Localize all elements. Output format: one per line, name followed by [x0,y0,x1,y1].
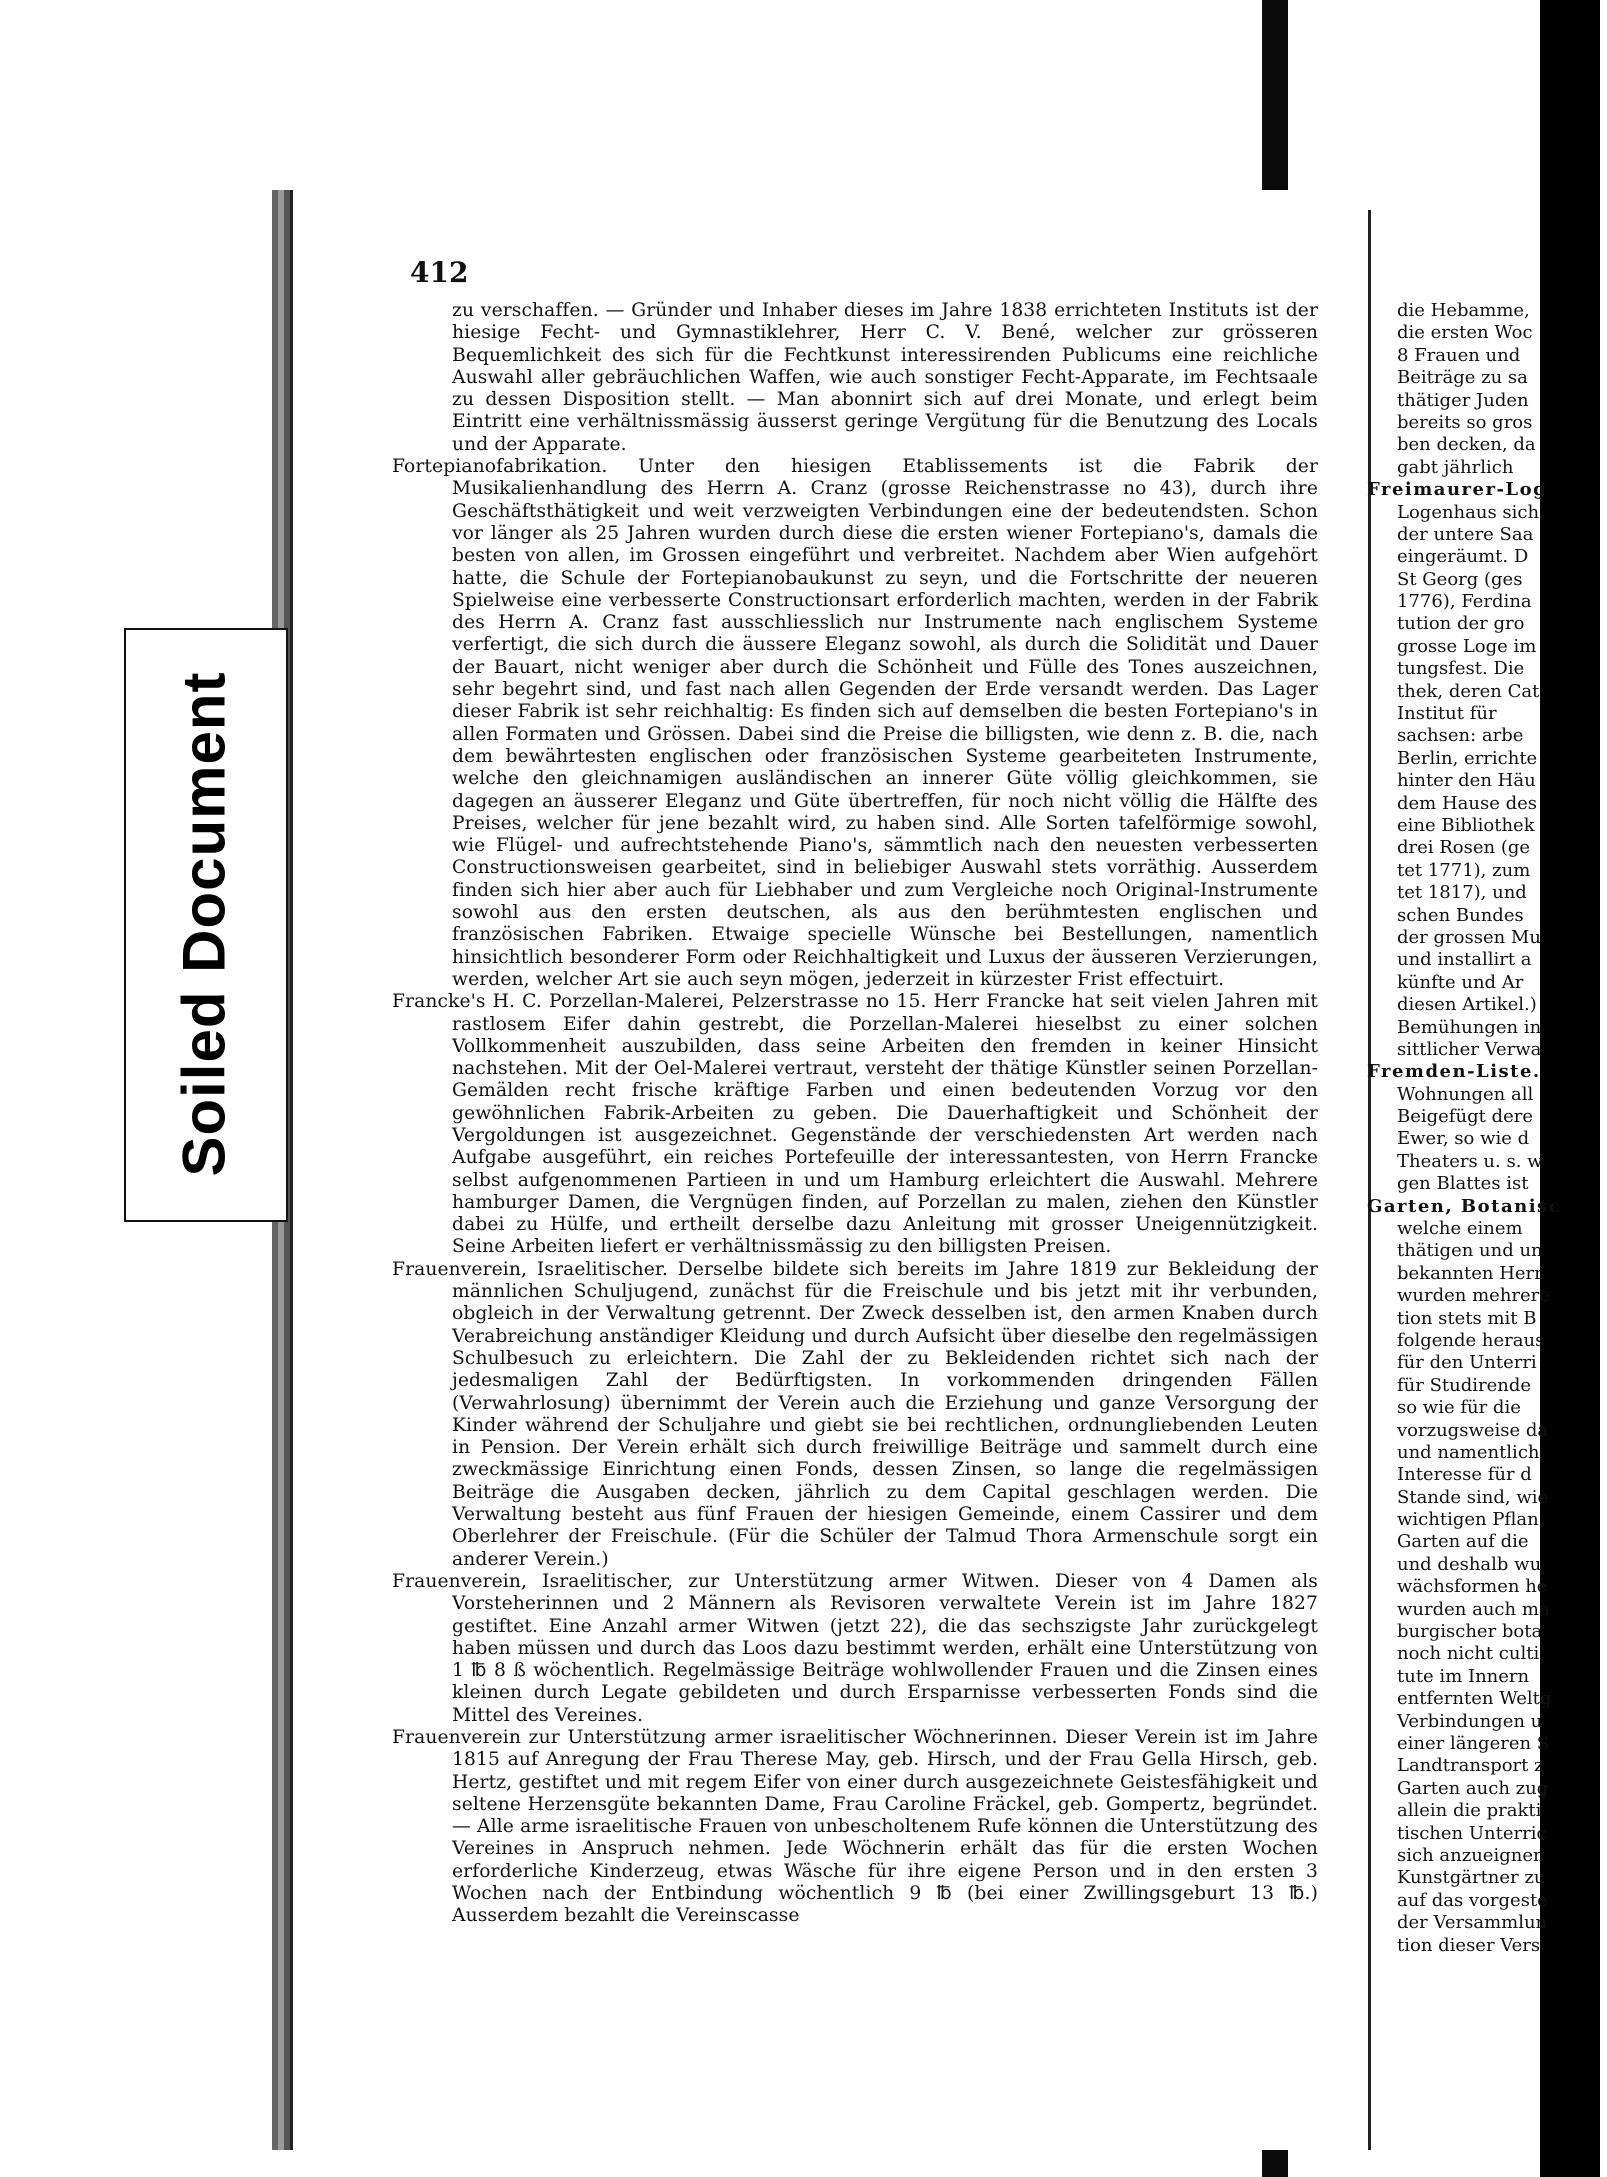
entry-body: Pelzerstrasse no 15. Herr Francke hat seit vielen Jahren mit rastlosem Eifer dahin gestrebt, die Porzellan-Malerei hieselbst zu einer solchen Vollkommenheit auszubilden, dass seine Arbeiten den fremden in keiner Hinsicht nachstehen. Mit der Oel-Malerei vertraut, versteht der thätige Künstler seinen Porzellan-Gemälden recht frische kräftige Farben und einen bedeutenden Vorzug vor den gewöhnlichen Fabrik-Arbeiten zu geben. Die Dauerhaftigkeit und Schönheit der Vergoldungen ist ausgezeichnet. Gegenstände der verschiedensten Art werden nach Aufgabe ausgeführt, ein reiches Portefeuille der interessantesten, von Herrn Francke selbst aufgenommenen Partieen in und um Hamburg erleichtert die Auswahl. Mehrere hamburger Damen, die Vergnügen finden, auf Porzellan zu malen, ziehen den Künstler dabei zu Hülfe, und ertheilt derselbe dazu Anleitung mit grosser Uneigennützigkeit. Seine Arbeiten liefert er verhältnissmässig zu den billigsten Preisen. [452,991,1318,1258]
right-page-line: diesen Artikel.) [1397,994,1537,1016]
right-page-line: gen Blattes ist [1397,1173,1529,1195]
right-page-line: burgischer bota [1397,1621,1543,1643]
right-page-line: sittlicher Verwa [1397,1038,1542,1060]
right-page-line: 1776), Ferdina [1397,591,1532,613]
right-page-line: dem Hause des [1397,792,1538,814]
entry-heading: Frauenverein, Israelitischer, zur Unterstützung armer Witwen. [392,1570,1040,1592]
right-page-line: Logenhaus sich [1397,501,1540,523]
right-page-line: wichtigen Pflan [1397,1509,1539,1531]
right-page-line: bekannten Herr [1397,1262,1543,1284]
entry-heading: Francke's H. C. Porzellan-Malerei, [392,991,725,1013]
right-page-line: St Georg (ges [1397,568,1523,590]
right-page-line: thätigen und un [1397,1240,1543,1262]
entry-paragraph [392,456,1318,991]
right-page-line: Beigefügt dere [1397,1106,1533,1128]
page-number: 412 [410,256,469,289]
right-page-line: wächsformen he [1397,1576,1548,1598]
entry-body: Dieser Verein ist im Jahre 1815 auf Anregung der Frau Therese May, geb. Hirsch, und der Frau Gella Hirsch, geb. Hertz, gestiftet und mit regem Eifer von einer durch ausgezeichnete Geistesfähigkeit und seltene Herzensgüte bekannten Dame, Frau Caroline Fräckel, geb. Gompertz, begründet. — Alle arme israelitische Frauen von unbescholtenem Rufe können die Unterstützung des Vereines in Anspruch nehmen. Jede Wöchnerin erhält das für die ersten Wochen erforderliche Kinderzeug, etwas Wäsche für ihre eigene Person und in den ersten 3 Wochen nach der Entbindung wöchentlich 9 ℔ (bei einer Zwillingsgeburt 13 ℔.) Ausserdem bezahlt die Vereinscasse [452,1727,1318,1927]
right-page-line: schen Bundes [1397,904,1530,926]
right-page-line: tischen Unterric [1397,1822,1547,1844]
right-page-line: einer längeren S [1397,1733,1550,1754]
right-page-line: Kunstgärtner zu [1397,1867,1546,1889]
right-page-line: vorzugsweise da [1397,1419,1549,1441]
right-page-line: künfte und Ar [1397,971,1524,993]
right-page-line: welche einem [1397,1218,1529,1240]
right-page-line: und deshalb wu [1397,1553,1542,1575]
right-page-line: Ewer, so wie d [1397,1128,1530,1150]
right-page-line: sachsen: arbe [1397,725,1524,747]
right-page-line: thek, deren Cat [1397,680,1540,702]
entry-body: Unter den hiesigen Etablissements ist die Fabrik der Musikalienhandlung des Herrn A. Cranz (grosse Reichenstrasse no 43), durch ihre Geschäftsthätigkeit und weit verzweigten Verbindungen eine der bedeutendsten. Schon vor länger als 25 Jahren wurden durch diese die ersten wiener Fortepiano's, damals die besten von allen, im Grossen eingeführt und verbreitet. Nachdem aber Wien aufgehört hatte, die Schule der Fortepianobaukunst zu seyn, und die Fortschritte der neueren Spielweise eine verbesserte Constructionsart erforderlich machten, werden in der Fabrik des Herrn A. Cranz fast ausschliesslich nur Instrumente nach englischem Systeme verfertigt, die sich durch die äussere Eleganz sowohl, als durch die Solidität und Dauer der Bauart, nicht weniger aber durch die Schönheit und Fülle des Tones auszeichnen, sehr begehrt sind, und fast nach allen Gegenden der Erde versandt werden. Das Lager dieser Fabrik ist sehr reichhaltig: Es finden sich auf demselben die besten Fortepiano's in allen Formaten und Grössen. Dabei sind die Preise die billigsten, wie denn z. B. die, nach dem bewährtesten englischen oder französischen Systeme gearbeiteten Instrumente, welche den gleichnamigen ausländischen an innerer Güte völlig gleichkommen, sie dagegen an äusserer Eleganz und Güte übertreffen, für noch nicht völlig die Hälfte des Preises, welcher für jene bezahlt wird, zu haben sind. Alle Sorten tafelförmige sowohl, wie Flügel- und aufrechtstehende Piano's, sämmtlich nach den neuesten verbesserten Constructionsweisen gearbeitet, sind in beliebiger Auswahl stets vorräthig. Ausserdem finden sich hier aber auch für Liebhaber und zum Vergleiche noch Original-Instrumente sowohl aus den ersten deutschen, als aus den berühmtesten englischen und französischen Fabriken. Etwaige specielle Wünsche bei Bestellungen, namentlich hinsichtlich besonderer Form oder Reichhaltigkeit und Luxus der äusseren Verzierungen, werden, welcher Art sie auch seyn mögen, jederzeit in kürzester Frist effectuirt. [452,456,1318,990]
right-page-line: tet 1771), zum [1397,859,1531,881]
right-page-line: die ersten Woc [1397,322,1533,344]
entry-paragraph [392,1727,1318,1928]
right-page-line: für den Unterri [1397,1352,1537,1374]
right-page-line: drei Rosen (ge [1397,837,1531,859]
right-page-line: und installirt a [1397,949,1532,971]
right-page-line: ben decken, da [1397,434,1536,456]
right-page-line: der Versammlun [1397,1912,1548,1934]
right-page-line: tet 1817), und [1397,882,1527,904]
right-page-line: folgende heraus [1397,1329,1545,1351]
right-page-line: sich anzueignen [1397,1844,1545,1866]
right-page-line: wurden auch ma [1397,1598,1550,1620]
right-page-line: Beiträge zu sa [1397,367,1528,389]
right-page-line: entfernten Weltg [1397,1688,1552,1710]
right-page-line: so wie für die [1397,1397,1527,1419]
right-page-line: die Hebamme, [1397,300,1530,321]
entry-paragraph [392,1571,1318,1727]
entries-list [392,456,1318,1928]
entry-heading: Fortepianofabrikation. [392,456,608,478]
right-page-line: Institut für [1397,703,1503,725]
right-page-line: Berlin, errichte [1397,747,1538,769]
right-page-line: Wohnungen all [1397,1083,1534,1105]
entry-paragraph [392,991,1318,1259]
entry-body: Dieser von 4 Damen als Vorsteherinnen und 2 Männern als Revisoren verwaltete Verein ist im Jahre 1827 gestiftet. Eine Anzahl armer Witwen (jetzt 22), die das sechszigste Jahr zurückgelegt haben müssen und durch das Loos dazu bestimmt werden, erhält eine Unterstützung von 1 ℔ 8 ß wöchentlich. Regelmässige Beiträge wohlwollender Frauen und die Zinsen eines kleinen durch Legate gebildeten und durch Ersparnisse verbesserten Fonds sind die Mittel des Vereines. [452,1570,1318,1726]
right-page-line: eingeräumt. D [1397,546,1529,568]
right-page-line: auf das vorgeste [1397,1889,1548,1911]
entry-heading: Frauenverein, Israelitischer. [392,1258,668,1280]
left-page-text [392,300,1318,1928]
right-page-line: 8 Frauen und [1397,344,1526,366]
entry-body: Derselbe bildete sich bereits im Jahre 1819 zur Bekleidung der männlichen Schuljugend, zunächst für die Freischule und bis jetzt mit ihr verbunden, obgleich in der Verwaltung getrennt. Der Zweck desselben ist, den armen Knaben durch Verabreichung anständiger Kleidung und durch Aufsicht über dieselbe den regelmässigen Schulbesuch zu erleichtern. Die Zahl der zu Bekleidenden richtet sich nach der jedesmaligen Zahl der Bedürftigsten. In vorkommenden dringenden Fällen (Verwahrlosung) übernimmt der Verein auch die Erziehung und ganze Versorgung der Kinder während der Schuljahre und giebt sie bei rechtlichen, ordnungliebenden Leuten in Pension. Der Verein erhält sich durch freiwillige Beiträge und sammelt durch eine zweckmässige Einrichtung einen Fonds, dessen Zinsen, so lange die regelmässigen Beiträge die Ausgaben decken, jährlich zu dem Capital geschlagen werden. Die Verwaltung besteht aus fünf Frauen der hiesigen Gemeinde, einem Cassirer und dem Oberlehrer der Freischule. (Für die Schüler der Talmud Thora Armenschule sorgt ein anderer Verein.) [452,1258,1318,1570]
right-page-line: der grossen Mu [1397,926,1541,948]
right-page-line: bereits so gros [1397,411,1533,433]
right-page-line: tution der gro [1397,613,1525,635]
right-page-line: noch nicht culti [1397,1643,1540,1665]
right-page-text [1367,300,1607,1957]
right-page-line: allein die prakti [1397,1800,1542,1822]
label-text: Soiled Document [170,671,238,1177]
right-page-line: Garten auf die [1397,1531,1535,1553]
right-page-line: Verbindungen u [1397,1710,1543,1732]
entry-paragraph [392,1259,1318,1571]
right-page-line: Freimaurer-Log [1367,479,1548,501]
right-page-line: eine Bibliothek [1397,814,1535,836]
right-page-line: tungsfest. Die [1397,658,1525,680]
right-page-line: Stande sind, wie [1397,1486,1549,1508]
right-page-line: Theaters u. s. w [1397,1150,1543,1172]
right-page-line: Fremden-Liste. [1367,1061,1541,1083]
right-page-line: Landtransport z [1397,1755,1544,1777]
right-page-line: tion dieser Vers [1397,1934,1541,1956]
entry-heading: Frauenverein zur Unterstützung armer israelitischer Wöchnerinnen. [392,1727,1058,1748]
right-page-line: tion stets mit B [1397,1307,1537,1329]
right-page-line: Garten auch zug [1397,1777,1549,1799]
right-page-line: tute im Innern [1397,1665,1535,1687]
right-page-line: wurden mehrere [1397,1285,1550,1307]
intro-paragraph: zu verschaffen. — Gründer und Inhaber dieses im Jahre 1838 errichteten Instituts ist der hiesige Fecht- und Gymnastiklehrer, Herr C. V. Bené, welcher zur grösseren Bequemlichkeit des sich für die Fechtkunst interessirenden Publicums eine reichliche Auswahl aller gebräuchlichen Waffen, wie auch sonstiger Fecht-Apparate, im Fechtsaale zu dessen Disposition stellt. — Man abonnirt sich auf drei Monate, und erlegt beim Eintritt eine verhältnissmässig äusserst geringe Vergütung für die Benutzung des Locals und der Apparate. [452,300,1318,455]
right-page-line: Garten, Botanisc [1367,1195,1562,1217]
right-page-line: thätiger Juden [1397,389,1529,411]
right-page-line: Bemühungen in [1397,1016,1542,1038]
right-page-line: gabt jährlich [1397,456,1520,478]
right-page-line: und namentlich [1397,1441,1540,1463]
right-page-line: hinter den Häu [1397,770,1536,792]
right-page-line: grosse Loge im [1397,635,1537,657]
right-page-line: für Studirende [1397,1374,1537,1396]
right-page-line: Interesse für d [1397,1464,1532,1486]
right-page-line: der untere Saa [1397,523,1534,545]
